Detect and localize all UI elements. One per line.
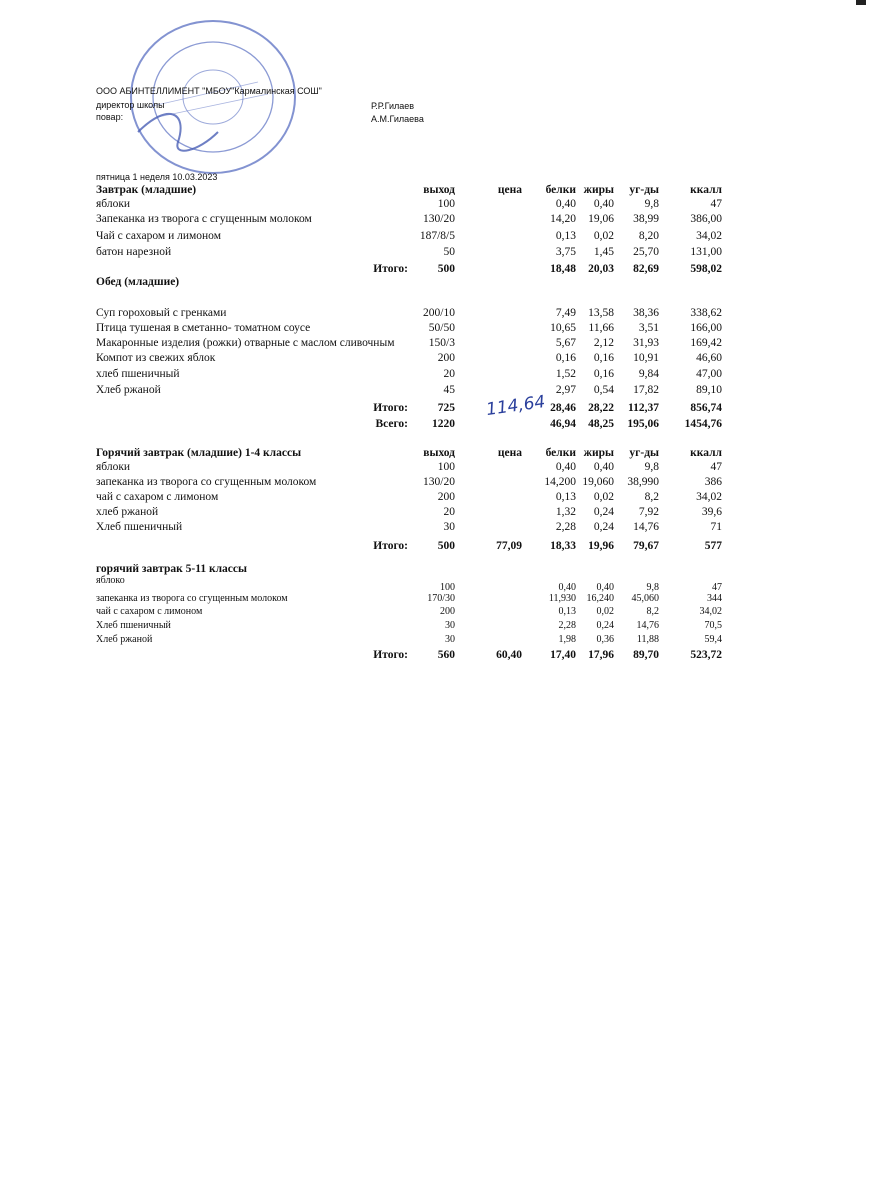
cell: 20,03 [588, 263, 614, 275]
cell: 19,06 [588, 213, 614, 225]
cell: 20 [443, 368, 455, 380]
dish-name: Хлеб пшеничный [96, 620, 171, 631]
table-row [0, 198, 873, 212]
cell: 50 [443, 246, 455, 258]
cell: 38,990 [627, 476, 659, 488]
cell: 130/20 [423, 213, 455, 225]
col-header: уг-ды [629, 447, 659, 459]
cell: 1,52 [555, 368, 576, 380]
col-header: выход [423, 447, 455, 459]
cell: 28,46 [550, 402, 576, 414]
cell: 5,67 [555, 337, 576, 349]
cell: 1,45 [593, 246, 614, 258]
dish-name: Чай с сахаром и лимоном [96, 230, 221, 242]
cell: 0,40 [555, 198, 576, 210]
cell: 60,40 [496, 649, 522, 661]
col-header: уг-ды [629, 184, 659, 196]
cell: 31,93 [633, 337, 659, 349]
cell: 0,16 [555, 352, 576, 364]
cell: 3,75 [555, 246, 576, 258]
table-row [0, 506, 873, 520]
dish-name: Запеканка из творога с сгущенным молоком [96, 213, 312, 225]
cell: 0,24 [593, 521, 614, 533]
cook-name: А.М.Гилаева [371, 114, 424, 124]
cell: 9,8 [644, 198, 659, 210]
cell: 82,69 [633, 263, 659, 275]
header-line3: повар: [96, 112, 124, 122]
cell: 10,65 [550, 322, 576, 334]
col-header: жиры [583, 447, 614, 459]
col-header: ккалл [690, 447, 722, 459]
handwritten-price: 114,64 [484, 391, 547, 421]
cell: 2,12 [593, 337, 614, 349]
dish-name: Макаронные изделия (рожки) отварные с маслом сливочным [96, 337, 395, 349]
cell: 0,40 [558, 582, 576, 593]
cell: 8,20 [638, 230, 659, 242]
cell: 170/30 [427, 593, 455, 604]
cell: 344 [707, 593, 722, 604]
cell: 500 [437, 540, 455, 552]
total-row [0, 263, 873, 277]
cell: 46,60 [696, 352, 722, 364]
table-row [0, 521, 873, 535]
cell: 45,060 [631, 593, 659, 604]
dish-name: запеканка из творога со сгущенным молоком [96, 476, 317, 488]
dish-name: чай с сахаром с лимоном [96, 491, 219, 503]
cell: 0,16 [593, 352, 614, 364]
cell: 18,48 [550, 263, 576, 275]
cell: 13,58 [588, 307, 614, 319]
cell: 200 [437, 352, 455, 364]
section4-title: горячий завтрак 5-11 классы [96, 563, 247, 575]
cell: 45 [443, 384, 455, 396]
cell: 89,10 [696, 384, 722, 396]
cell: 30 [443, 521, 455, 533]
cell: 523,72 [690, 649, 722, 661]
cell: 1,98 [558, 634, 576, 645]
col-header: цена [497, 184, 522, 196]
table-row [0, 491, 873, 505]
cell: 30 [445, 634, 455, 645]
cell: 47 [710, 461, 722, 473]
total-row [0, 540, 873, 554]
table-row [0, 368, 873, 382]
cell: 169,42 [690, 337, 722, 349]
total-label: Итого: [373, 263, 408, 275]
cell: 34,02 [696, 230, 722, 242]
dish-name: яблоки [96, 198, 131, 210]
cell: 2,97 [555, 384, 576, 396]
dish-name: чай с сахаром с лимоном [96, 606, 203, 617]
cell: 0,02 [593, 491, 614, 503]
cell: 386 [704, 476, 722, 488]
col-header: цена [497, 447, 522, 459]
section3-header-row [0, 447, 873, 461]
dish-name: батон нарезной [96, 246, 172, 258]
cell: 0,13 [555, 491, 576, 503]
cell: 0,40 [596, 582, 614, 593]
table-row [0, 620, 873, 634]
table-row [0, 476, 873, 490]
cell: 9,8 [644, 461, 659, 473]
cell: 71 [710, 521, 722, 533]
cell: 46,94 [550, 418, 576, 430]
cell: 77,09 [496, 540, 522, 552]
director-name: Р.Р.Гилаев [371, 101, 415, 111]
cell: 0,16 [593, 368, 614, 380]
dish-name: Птица тушеная в сметанно- томатном соусе [96, 322, 311, 334]
cell: 598,02 [690, 263, 722, 275]
total-row [0, 402, 873, 416]
cell: 0,13 [558, 606, 576, 617]
cell: 89,70 [633, 649, 659, 661]
cell: 30 [445, 620, 455, 631]
cell: 14,200 [544, 476, 576, 488]
school-stamp [118, 12, 308, 182]
cell: 166,00 [690, 322, 722, 334]
cell: 14,76 [636, 620, 659, 631]
cell: 11,930 [548, 593, 576, 604]
cell: 2,28 [555, 521, 576, 533]
dish-name: Хлеб ржаной [96, 634, 153, 645]
cell: 0,13 [555, 230, 576, 242]
cell: 20 [443, 506, 455, 518]
section2-title: Обед (младшие) [96, 276, 180, 288]
cell: 200/10 [423, 307, 455, 319]
cell: 0,40 [593, 461, 614, 473]
cell: 39,6 [701, 506, 722, 518]
header-line2: директор школы [96, 100, 165, 110]
cell: 16,240 [586, 593, 614, 604]
cell: 9,84 [638, 368, 659, 380]
cell: 8,2 [646, 606, 659, 617]
table-row [0, 307, 873, 321]
table-row [0, 634, 873, 648]
cell: 577 [704, 540, 722, 552]
cell: 17,96 [588, 649, 614, 661]
cell: 2,28 [558, 620, 576, 631]
cell: 150/3 [428, 337, 455, 349]
dish-name: яблоки [96, 461, 131, 473]
cell: 200 [437, 491, 455, 503]
dish-name: Хлеб ржаной [96, 384, 161, 396]
cell: 28,22 [588, 402, 614, 414]
dish-name: запеканка из творога со сгущенным молоком [96, 593, 288, 604]
table-row [0, 322, 873, 336]
cell: 195,06 [627, 418, 659, 430]
dish-name: Хлеб пшеничный [96, 521, 183, 533]
total-label: Итого: [373, 402, 408, 414]
cell: 11,66 [588, 322, 614, 334]
menu-date: пятница 1 неделя 10.03.2023 [96, 172, 218, 182]
cell: 14,20 [550, 213, 576, 225]
grand-total-label: Всего: [375, 418, 408, 430]
cell: 47 [710, 198, 722, 210]
cell: 100 [437, 198, 455, 210]
section2-header-row [0, 276, 873, 290]
cell: 34,02 [696, 491, 722, 503]
table-row [0, 384, 873, 398]
cell: 3,51 [638, 322, 659, 334]
table-row [0, 230, 873, 244]
cell: 7,92 [638, 506, 659, 518]
cell: 9,8 [646, 582, 659, 593]
cell: 47,00 [696, 368, 722, 380]
cell: 0,24 [593, 506, 614, 518]
table-row [0, 352, 873, 366]
table-row [0, 461, 873, 475]
cell: 17,40 [550, 649, 576, 661]
cell: 100 [440, 582, 455, 593]
cell: 0,02 [593, 230, 614, 242]
section1-title: Завтрак (младшие) [96, 184, 197, 196]
cell: 0,40 [593, 198, 614, 210]
cell: 725 [437, 402, 455, 414]
grand-total-row [0, 418, 873, 432]
cell: 7,49 [555, 307, 576, 319]
col-header: ккалл [690, 184, 722, 196]
cell: 187/8/5 [419, 230, 455, 242]
cell: 18,33 [550, 540, 576, 552]
cell: 500 [437, 263, 455, 275]
table-row [0, 337, 873, 351]
cell: 1220 [432, 418, 455, 430]
cell: 100 [437, 461, 455, 473]
section1-header-row [0, 184, 873, 198]
cell: 70,5 [704, 620, 722, 631]
cell: 11,88 [636, 634, 659, 645]
cell: 1,32 [555, 506, 576, 518]
cell: 79,67 [633, 540, 659, 552]
header-line1: ООО АБИНТЕЛЛИМЕНТ "МБОУ"Кармалинская СОШ" [96, 86, 322, 96]
cell: 130/20 [423, 476, 455, 488]
cell: 0,36 [596, 634, 614, 645]
cell: 131,00 [690, 246, 722, 258]
dish-name: хлеб ржаной [96, 506, 159, 518]
section3-title: Горячий завтрак (младшие) 1-4 классы [96, 447, 302, 459]
cell: 338,62 [690, 307, 722, 319]
total-label: Итого: [373, 540, 408, 552]
col-header: выход [423, 184, 455, 196]
cell: 59,4 [704, 634, 722, 645]
cell: 200 [440, 606, 455, 617]
dish-name: хлеб пшеничный [96, 368, 180, 380]
cell: 112,37 [628, 402, 659, 414]
table-row [0, 213, 873, 227]
cell: 14,76 [633, 521, 659, 533]
total-row [0, 649, 873, 663]
table-row [0, 606, 873, 620]
cell: 34,02 [699, 606, 722, 617]
cell: 0,54 [593, 384, 614, 396]
cell: 386,00 [690, 213, 722, 225]
cell: 48,25 [588, 418, 614, 430]
cell: 0,02 [596, 606, 614, 617]
cell: 10,91 [633, 352, 659, 364]
col-header: белки [545, 447, 576, 459]
cell: 0,24 [596, 620, 614, 631]
cell: 47 [712, 582, 722, 593]
cell: 8,2 [644, 491, 659, 503]
table-row [0, 593, 873, 607]
cell: 19,060 [582, 476, 614, 488]
dish-name: Компот из свежих яблок [96, 352, 216, 364]
cell: 38,36 [633, 307, 659, 319]
cell: 0,40 [555, 461, 576, 473]
dish-name: Суп гороховый с гренками [96, 307, 227, 319]
col-header: белки [545, 184, 576, 196]
scan-mark [856, 0, 866, 5]
cell: 17,82 [633, 384, 659, 396]
cell: 50/50 [428, 322, 455, 334]
cell: 560 [437, 649, 455, 661]
col-header: жиры [583, 184, 614, 196]
cell: 856,74 [690, 402, 722, 414]
total-label: Итого: [373, 649, 408, 661]
cell: 19,96 [588, 540, 614, 552]
cell: 25,70 [633, 246, 659, 258]
dish-name: яблоко [96, 575, 125, 586]
cell: 38,99 [633, 213, 659, 225]
cell: 1454,76 [684, 418, 722, 430]
table-row [0, 246, 873, 260]
